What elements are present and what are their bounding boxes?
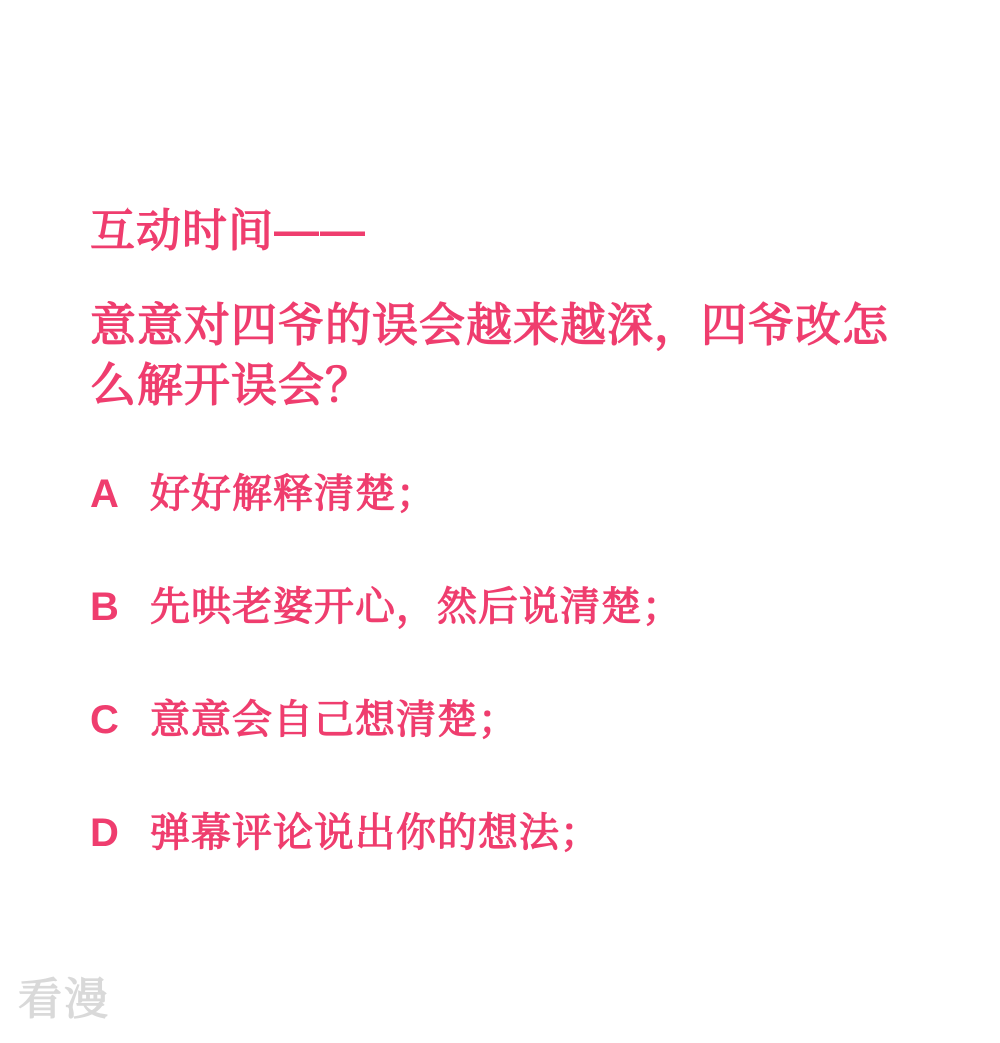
page-title: 互动时间—— bbox=[90, 205, 367, 256]
option-label: 好好解释清楚； bbox=[150, 472, 437, 517]
watermark-logo: 看漫 bbox=[18, 975, 110, 1024]
option-letter: A bbox=[90, 472, 120, 517]
option-letter: D bbox=[90, 811, 120, 856]
list-item[interactable] bbox=[90, 575, 950, 632]
option-label: 弹幕评论说出你的想法； bbox=[150, 811, 601, 856]
options-list bbox=[90, 462, 950, 858]
option-label: 意意会自己想清楚； bbox=[150, 698, 519, 743]
option-letter: B bbox=[90, 585, 120, 630]
option-label: 先哄老婆开心，然后说清楚； bbox=[150, 585, 683, 630]
list-item[interactable] bbox=[90, 801, 950, 858]
list-item[interactable] bbox=[90, 462, 950, 519]
question-text: 意意对四爷的误会越来越深，四爷改怎么解开误会？ bbox=[90, 298, 889, 412]
content-block bbox=[90, 205, 950, 914]
list-item[interactable] bbox=[90, 688, 950, 745]
option-letter: C bbox=[90, 698, 120, 743]
